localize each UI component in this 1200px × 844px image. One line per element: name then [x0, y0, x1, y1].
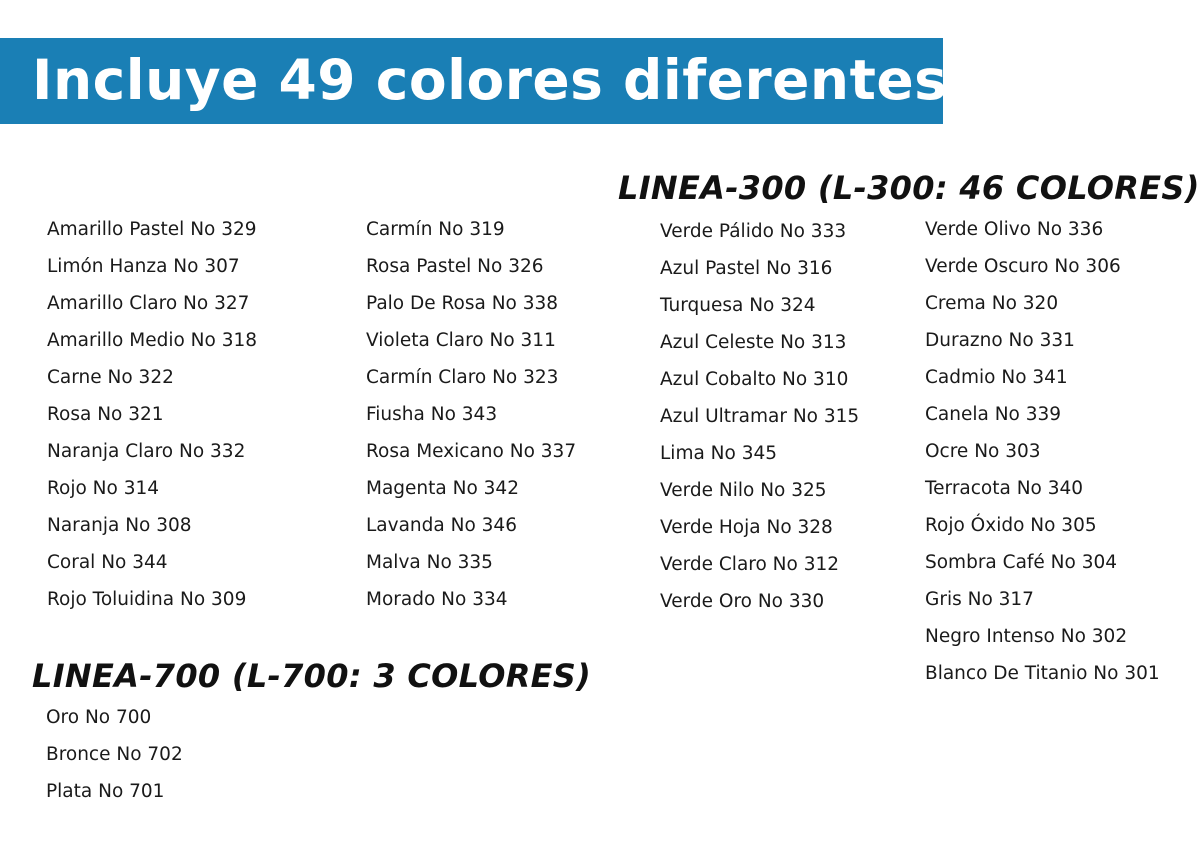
- color-item: Malva No 335: [366, 552, 493, 573]
- page-title: Incluye 49 colores diferentes: [32, 48, 948, 112]
- color-item: Carmín Claro No 323: [366, 367, 559, 388]
- color-item: Azul Cobalto No 310: [660, 369, 849, 390]
- color-item: Verde Hoja No 328: [660, 517, 833, 538]
- color-item: Amarillo Medio No 318: [47, 330, 258, 351]
- color-item: Canela No 339: [925, 404, 1062, 425]
- color-item: Verde Pálido No 333: [660, 221, 847, 242]
- color-item: Lavanda No 346: [366, 515, 517, 536]
- color-item: Azul Ultramar No 315: [660, 406, 860, 427]
- header-banner: [0, 38, 948, 124]
- color-item: Rojo Toluidina No 309: [47, 589, 247, 610]
- color-item: Palo De Rosa No 338: [366, 293, 559, 314]
- color-item: Rosa Mexicano No 337: [366, 441, 577, 462]
- color-item: Carmín No 319: [366, 219, 505, 240]
- color-item: Blanco De Titanio No 301: [925, 663, 1160, 684]
- color-item: Naranja Claro No 332: [47, 441, 246, 462]
- color-item: Verde Oro No 330: [660, 591, 825, 612]
- color-list-column-1: [47, 211, 257, 618]
- color-item: Violeta Claro No 311: [366, 330, 556, 351]
- color-item: Durazno No 331: [925, 330, 1075, 351]
- color-list-column-3: [660, 213, 859, 620]
- color-item: Amarillo Pastel No 329: [47, 219, 257, 240]
- color-item: Oro No 700: [46, 707, 152, 728]
- color-item: Naranja No 308: [47, 515, 192, 536]
- color-item: Cadmio No 341: [925, 367, 1068, 388]
- color-item: Rojo No 314: [47, 478, 160, 499]
- color-item: Rojo Óxido No 305: [925, 515, 1097, 536]
- color-item: Terracota No 340: [925, 478, 1084, 499]
- color-item: Rosa Pastel No 326: [366, 256, 544, 277]
- color-item: Amarillo Claro No 327: [47, 293, 250, 314]
- color-item: Fiusha No 343: [366, 404, 498, 425]
- linea-700-title: LINEA-700 (L-700: 3 COLORES): [32, 657, 592, 695]
- color-item: Azul Celeste No 313: [660, 332, 847, 353]
- color-item: Azul Pastel No 316: [660, 258, 833, 279]
- color-item: Gris No 317: [925, 589, 1034, 610]
- color-item: Verde Oscuro No 306: [925, 256, 1121, 277]
- color-item: Verde Claro No 312: [660, 554, 840, 575]
- color-item: Coral No 344: [47, 552, 168, 573]
- color-item: Limón Hanza No 307: [47, 256, 240, 277]
- color-item: Carne No 322: [47, 367, 174, 388]
- color-item: Crema No 320: [925, 293, 1059, 314]
- color-list-column-4: [925, 211, 1160, 692]
- color-list-column-2: [366, 211, 576, 618]
- color-item: Lima No 345: [660, 443, 778, 464]
- linea-300-title: LINEA-300 (L-300: 46 COLORES): [618, 169, 1200, 207]
- color-item: Negro Intenso No 302: [925, 626, 1128, 647]
- color-item: Magenta No 342: [366, 478, 519, 499]
- color-item: Rosa No 321: [47, 404, 164, 425]
- color-item: Verde Nilo No 325: [660, 480, 827, 501]
- color-item: Plata No 701: [46, 781, 165, 802]
- color-item: Bronce No 702: [46, 744, 183, 765]
- color-item: Turquesa No 324: [660, 295, 816, 316]
- color-item: Ocre No 303: [925, 441, 1041, 462]
- color-item: Morado No 334: [366, 589, 508, 610]
- color-item: Sombra Café No 304: [925, 552, 1118, 573]
- color-list-linea-700: [46, 699, 183, 810]
- color-item: Verde Olivo No 336: [925, 219, 1104, 240]
